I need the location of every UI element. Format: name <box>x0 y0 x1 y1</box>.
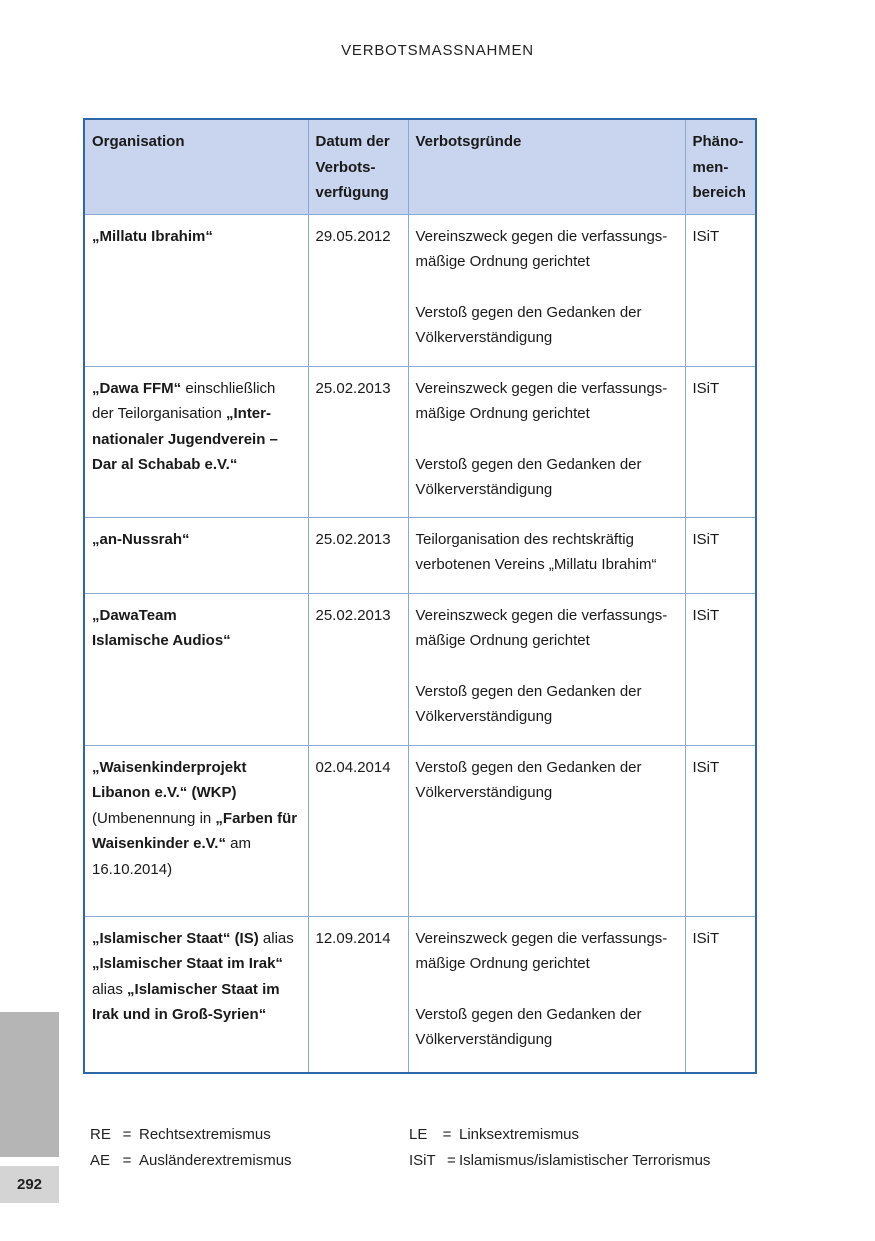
legend-meaning: Ausländerextremismus <box>139 1152 292 1169</box>
column-header-area-line: men- <box>692 158 729 176</box>
column-header-organisation: Organisation <box>84 119 308 214</box>
legend-item <box>90 1122 292 1148</box>
cell-area: ISiT <box>685 366 756 517</box>
cell-date: 12.09.2014 <box>308 916 408 1073</box>
column-header-grounds: Verbotsgründe <box>408 119 685 214</box>
cell-date: 02.04.2014 <box>308 745 408 916</box>
organisation-note: einschließlich der Teilorganisation <box>92 379 276 422</box>
organisation-name: „DawaTeam <box>92 606 177 624</box>
column-header-date-line: verfügung <box>315 184 389 201</box>
column-header-date-line: Verbots- <box>315 158 376 176</box>
table-row <box>84 366 756 517</box>
ban-measures-table <box>83 118 757 1074</box>
cell-area: ISiT <box>685 517 756 593</box>
cell-organisation <box>84 745 308 916</box>
cell-organisation <box>84 214 308 366</box>
organisation-name: „Dawa FFM“ <box>92 379 182 397</box>
organisation-note: (Umbenennung in <box>92 809 216 827</box>
ban-reason: Verstoß gegen den Gedanken der Völkerverständigung <box>415 1005 642 1048</box>
cell-date: 25.02.2013 <box>308 593 408 745</box>
organisation-note: alias <box>258 929 294 947</box>
cell-date: 29.05.2012 <box>308 214 408 366</box>
column-header-area-line: bereich <box>692 184 746 201</box>
legend-abbreviation: LE <box>409 1126 428 1143</box>
ban-reason: Verstoß gegen den Gedanken der Völkerverständigung <box>415 682 642 725</box>
table-row <box>84 916 756 1073</box>
organisation-note: am 16.10.2014) <box>92 835 251 878</box>
cell-grounds <box>408 916 685 1073</box>
legend-equals: = <box>447 1152 456 1169</box>
legend-item <box>90 1148 292 1174</box>
legend-equals: = <box>442 1126 452 1143</box>
organisation-name: „Islamischer Staat im Irak und in Groß-Syrien“ <box>92 980 280 1023</box>
cell-organisation <box>84 517 308 593</box>
table-row <box>84 517 756 593</box>
cell-grounds <box>408 745 685 916</box>
legend-abbreviation: RE <box>90 1126 111 1143</box>
organisation-name: Islamische Audios“ <box>92 632 231 649</box>
cell-grounds <box>408 517 685 593</box>
cell-area: ISiT <box>685 214 756 366</box>
legend-equals: = <box>122 1152 132 1169</box>
column-header-date-line: Datum der <box>315 133 390 150</box>
legend-item <box>409 1122 710 1148</box>
legend-left <box>90 1122 292 1174</box>
ban-reason: Verstoß gegen den Gedanken der Völkerverständigung <box>415 758 642 801</box>
cell-grounds <box>408 366 685 517</box>
legend-meaning: Linksextremismus <box>459 1126 580 1143</box>
ban-reason: Verstoß gegen den Gedanken der Völkerverständigung <box>415 303 642 346</box>
table-row <box>84 214 756 366</box>
cell-organisation <box>84 593 308 745</box>
cell-grounds <box>408 214 685 366</box>
cell-area: ISiT <box>685 916 756 1073</box>
organisation-name: „Inter-nationaler Jugendverein – Dar al Schabab e.V.“ <box>92 405 278 473</box>
organisation-note: alias <box>92 980 128 998</box>
ban-reason: Teilorganisation des rechtskräftig verbotenen Vereins „Millatu Ibrahim“ <box>415 530 657 573</box>
chapter-tab <box>0 1012 59 1157</box>
table-row <box>84 593 756 745</box>
cell-date: 25.02.2013 <box>308 366 408 517</box>
cell-date: 25.02.2013 <box>308 517 408 593</box>
cell-grounds <box>408 593 685 745</box>
cell-area: ISiT <box>685 745 756 916</box>
legend-abbreviation: AE <box>90 1152 111 1169</box>
organisation-name: „Farben für Waisenkinder e.V.“ <box>92 809 298 852</box>
organisation-name: „Islamischer Staat im Irak“ <box>92 955 283 972</box>
ban-reason: Vereinszweck gegen die verfassungs-mäßige Ordnung gerichtet <box>415 379 668 422</box>
legend-right <box>409 1122 710 1174</box>
legend-meaning: Islamismus/islamistischer Terrorismus <box>459 1152 711 1169</box>
column-header-date <box>308 119 408 214</box>
legend-meaning: Rechtsextremismus <box>139 1126 271 1143</box>
column-header-area <box>685 119 756 214</box>
ban-reason: Verstoß gegen den Gedanken der Völkerverständigung <box>415 455 642 498</box>
table-row <box>84 745 756 916</box>
running-title: VERBOTSMASSNAHMEN <box>341 42 534 59</box>
column-header-area-line: Phäno- <box>692 133 744 150</box>
ban-reason: Vereinszweck gegen die verfassungs-mäßige Ordnung gerichtet <box>415 227 668 270</box>
cell-area: ISiT <box>685 593 756 745</box>
cell-organisation <box>84 916 308 1073</box>
cell-organisation <box>84 366 308 517</box>
legend-equals: = <box>122 1126 132 1143</box>
legend-item <box>409 1148 710 1174</box>
ban-reason: Vereinszweck gegen die verfassungs-mäßige Ordnung gerichtet <box>415 929 668 972</box>
ban-reason: Vereinszweck gegen die verfassungs-mäßige Ordnung gerichtet <box>415 606 668 649</box>
table-header-row <box>84 119 756 214</box>
organisation-name: „Millatu Ibrahim“ <box>92 227 213 245</box>
organisation-name: „an-Nussrah“ <box>92 530 190 548</box>
organisation-name: „Islamischer Staat“ (IS) <box>92 929 259 947</box>
organisation-name: „Waisenkinderprojekt Libanon e.V.“ (WKP) <box>92 758 247 801</box>
page-number: 292 <box>0 1166 59 1203</box>
legend-abbreviation: ISiT <box>409 1152 436 1169</box>
